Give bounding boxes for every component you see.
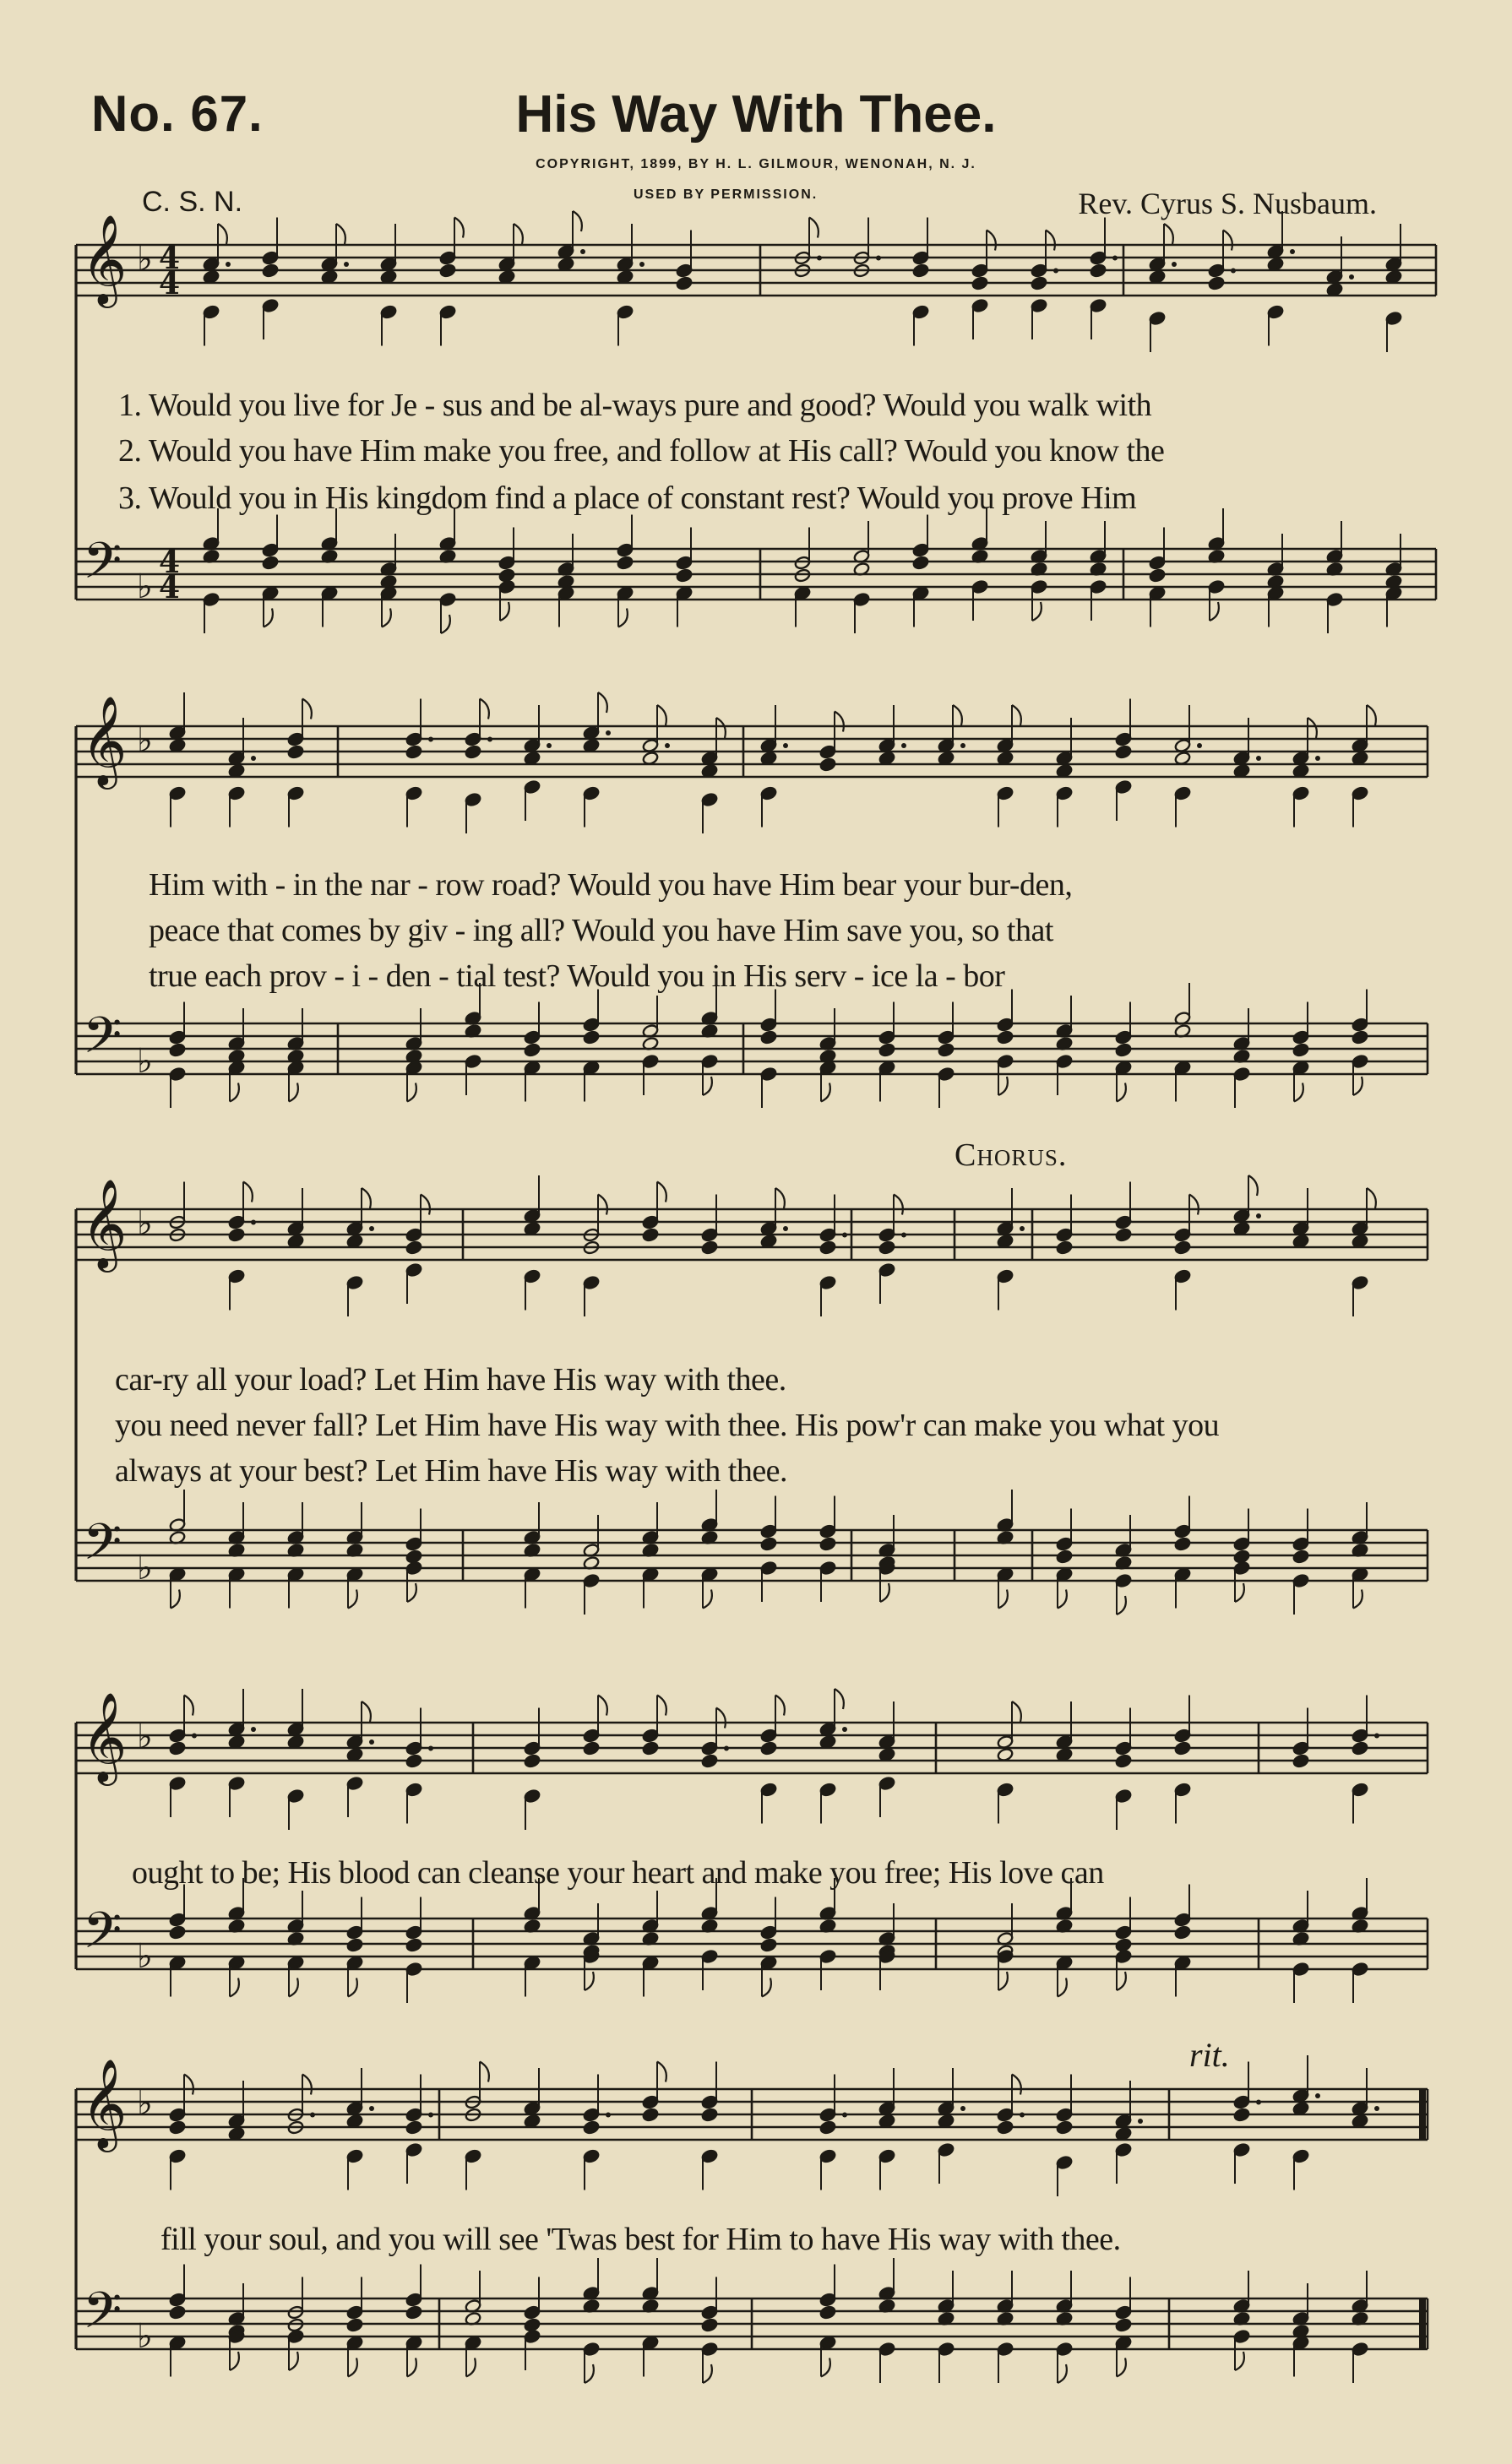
note-head <box>583 2120 600 2135</box>
dot <box>251 1727 256 1732</box>
note-flag <box>1117 1596 1126 1615</box>
note-head <box>1149 568 1166 583</box>
note-head <box>405 1754 422 1768</box>
note-head <box>701 1240 718 1255</box>
note-flag <box>1012 705 1021 725</box>
note-head <box>262 556 279 570</box>
note-flag <box>1308 718 1317 738</box>
dot <box>1172 262 1177 267</box>
note-head <box>1056 2120 1073 2135</box>
dot <box>1256 1213 1261 1218</box>
author-name: Rev. Cyrus S. Nusbaum. <box>1078 187 1377 220</box>
note-flag <box>1294 1083 1303 1102</box>
hymn-number: No. 67. <box>91 85 264 142</box>
note-flag <box>1353 1077 1362 1095</box>
bass-clef-icon: 𝄢 <box>83 1006 122 1077</box>
note-head <box>617 556 634 570</box>
dot <box>817 256 822 261</box>
note-head <box>346 1938 363 1952</box>
dot <box>428 2113 433 2118</box>
note-flag <box>1210 602 1219 621</box>
note-flag <box>218 224 227 244</box>
note-head <box>405 2120 422 2135</box>
flat-sign-icon: ♭ <box>137 721 153 760</box>
note-head <box>1174 1741 1191 1756</box>
note-head <box>1115 1754 1132 1768</box>
note-flag <box>821 2358 830 2377</box>
dot <box>842 1727 847 1732</box>
note-flag <box>336 224 345 244</box>
note-flag <box>407 1083 416 1102</box>
note-flag <box>421 1195 430 1215</box>
dot <box>606 2113 611 2118</box>
flat-sign-icon: ♭ <box>137 2084 153 2123</box>
note-flag <box>230 1083 239 1102</box>
dot <box>876 256 881 261</box>
dot <box>842 1233 847 1238</box>
note-flag <box>362 1701 371 1722</box>
note-flag <box>184 1696 193 1716</box>
note-flag <box>821 1083 830 1102</box>
note-head <box>405 1938 422 1952</box>
note-flag <box>657 1182 666 1202</box>
time-sig-top: 4 <box>159 545 181 580</box>
note-flag <box>348 1978 357 1997</box>
note-head <box>760 1938 777 1952</box>
note-flag <box>302 699 312 719</box>
note-head <box>819 757 836 772</box>
dot <box>428 737 433 742</box>
treble-clef-icon: 𝄞 <box>81 1691 128 1782</box>
note-flag <box>657 2062 666 2082</box>
note-flag <box>835 1689 844 1709</box>
note-flag <box>1189 1195 1199 1215</box>
dot <box>487 737 492 742</box>
dot <box>226 262 231 267</box>
note-flag <box>407 2358 416 2377</box>
note-head <box>794 568 811 583</box>
note-head <box>1352 1741 1368 1756</box>
note-flag <box>775 1188 785 1208</box>
note-flag <box>1117 2358 1126 2377</box>
note-head <box>169 2305 186 2320</box>
dot <box>1231 269 1236 274</box>
hymn-title: His Way With Thee. <box>515 85 997 144</box>
note-head <box>1031 276 1047 290</box>
note-flag <box>703 1590 712 1609</box>
note-head <box>1292 1043 1309 1057</box>
note-head <box>228 1228 245 1242</box>
note-flag <box>1058 1590 1067 1609</box>
note-head <box>997 2120 1014 2135</box>
note-head <box>1090 263 1107 278</box>
dot <box>1020 2113 1025 2118</box>
dot <box>901 743 906 748</box>
note-head <box>1174 1925 1191 1940</box>
note-flag <box>657 705 666 725</box>
lyric-line-s1-verse2: 2. Would you have Him make you free, and follow at His call? Would you know the <box>118 433 1165 469</box>
note-flag <box>407 1583 416 1602</box>
note-head <box>583 1030 600 1045</box>
note-head <box>642 1228 659 1242</box>
note-flag <box>762 1978 771 1997</box>
dot <box>1290 249 1295 254</box>
note-head <box>819 1537 836 1551</box>
lyric-line-s3-verse3: always at your best? Let Him have His way with thee. <box>115 1453 788 1489</box>
flat-sign-icon: ♭ <box>137 567 153 606</box>
note-head <box>819 2305 836 2320</box>
note-flag <box>382 609 391 627</box>
note-head <box>997 1030 1014 1045</box>
note-flag <box>514 224 523 244</box>
note-head <box>169 1043 186 1057</box>
note-flag <box>1012 2075 1021 2095</box>
note-flag <box>1058 2364 1067 2383</box>
note-flag <box>1367 705 1376 725</box>
flat-sign-icon: ♭ <box>137 1204 153 1243</box>
dot <box>783 1226 788 1231</box>
dot <box>639 262 645 267</box>
dot <box>1349 274 1354 280</box>
note-head <box>1292 1549 1309 1564</box>
note-head <box>465 745 481 759</box>
note-flag <box>1223 231 1232 251</box>
note-head <box>1115 2318 1132 2332</box>
note-head <box>1174 1240 1191 1255</box>
note-head <box>405 745 422 759</box>
lyric-line-s2-verse3: true each prov - i - den - tial test? Would you in His serv - ice la - bor <box>149 958 1005 994</box>
flat-sign-icon: ♭ <box>137 1042 153 1081</box>
dot <box>1020 1226 1025 1231</box>
flat-sign-icon: ♭ <box>137 1937 153 1976</box>
note-flag <box>480 2062 489 2082</box>
dot <box>1256 756 1261 761</box>
note-head <box>760 1030 777 1045</box>
note-flag <box>480 699 489 719</box>
dot <box>369 2106 374 2111</box>
note-head <box>701 2108 718 2122</box>
note-flag <box>1012 1701 1021 1722</box>
treble-clef-icon: 𝄞 <box>81 2058 128 2148</box>
note-flag <box>987 231 996 251</box>
note-flag <box>500 602 509 621</box>
note-flag <box>618 609 628 627</box>
note-head <box>760 1537 777 1551</box>
note-head <box>760 1741 777 1756</box>
dot <box>1315 2093 1320 2098</box>
lyric-line-s2-verse1: Him with - in the nar - row road? Would you have Him bear your bur-den, <box>149 867 1073 903</box>
note-head <box>262 263 279 278</box>
permission-notice: USED BY PERMISSION. <box>634 187 819 202</box>
dot <box>1256 2100 1261 2105</box>
note-flag <box>953 705 962 725</box>
note-head <box>1233 2108 1250 2122</box>
note-head <box>676 276 693 290</box>
note-flag <box>657 1696 666 1716</box>
flat-sign-icon: ♭ <box>137 240 153 279</box>
treble-clef-icon: 𝄞 <box>81 695 128 785</box>
note-head <box>1056 1240 1073 1255</box>
dot <box>1374 2106 1379 2111</box>
note-head <box>912 556 929 570</box>
final-barline <box>1419 2298 1426 2349</box>
dot <box>192 1734 197 1739</box>
note-flag <box>302 2075 312 2095</box>
dot <box>960 743 965 748</box>
note-flag <box>775 1696 785 1716</box>
note-flag <box>809 218 819 238</box>
note-flag <box>573 211 582 231</box>
time-sig-top: 4 <box>159 241 181 276</box>
lyric-line-s1-verse3: 3. Would you in His kingdom find a place of constant rest? Would you prove Him <box>118 480 1137 516</box>
note-flag <box>598 1696 607 1716</box>
lyric-line-s5-chorus: fill your soul, and you will see 'Twas best for Him to have His way with thee. <box>160 2222 1121 2257</box>
note-flag <box>1032 602 1042 621</box>
dot <box>369 1226 374 1231</box>
note-flag <box>1117 1972 1126 1990</box>
dot <box>1053 269 1058 274</box>
note-head <box>878 1043 895 1057</box>
note-head <box>169 1925 186 1940</box>
note-head <box>583 1741 600 1756</box>
flat-sign-icon: ♭ <box>137 2317 153 2356</box>
note-flag <box>998 1077 1008 1095</box>
dot <box>580 249 585 254</box>
note-flag <box>703 2364 712 2383</box>
lyric-line-s2-verse2: peace that comes by giv - ing all? Would you have Him save you, so that <box>149 913 1053 948</box>
dot <box>251 1220 256 1225</box>
note-head <box>701 1754 718 1768</box>
note-flag <box>289 2352 298 2370</box>
note-flag <box>348 1590 357 1609</box>
dot <box>1138 2119 1143 2124</box>
lyric-line-s3-verse2: you need never fall? Let Him have His way with thee. His pow'r can make you what you <box>115 1408 1220 1443</box>
note-head <box>1292 1754 1309 1768</box>
note-head <box>169 2120 186 2135</box>
note-flag <box>171 1590 180 1609</box>
note-flag <box>703 1077 712 1095</box>
note-flag <box>1164 224 1173 244</box>
note-flag <box>716 718 726 738</box>
note-flag <box>894 1195 903 1215</box>
note-head <box>1115 745 1132 759</box>
dot <box>547 743 552 748</box>
note-flag <box>289 1083 298 1102</box>
note-head <box>1208 276 1225 290</box>
note-flag <box>243 1182 253 1202</box>
dot <box>1112 256 1118 261</box>
dot <box>251 756 256 761</box>
note-flag <box>998 1972 1008 1990</box>
note-head <box>642 2108 659 2122</box>
dot <box>842 2113 847 2118</box>
dot <box>344 262 349 267</box>
bass-clef-icon: 𝄢 <box>83 531 122 602</box>
bass-clef-icon: 𝄢 <box>83 2281 122 2352</box>
note-head <box>524 1043 541 1057</box>
note-head <box>819 2120 836 2135</box>
time-sig-bottom: 4 <box>159 570 181 605</box>
note-flag <box>454 218 464 238</box>
note-head <box>346 2318 363 2332</box>
copyright-notice: COPYRIGHT, 1899, BY H. L. GILMOUR, WENONAH, N. J. <box>536 157 976 171</box>
chorus-label: Chorus. <box>955 1137 1068 1173</box>
note-head <box>642 1741 659 1756</box>
dot <box>665 743 670 748</box>
note-flag <box>880 1583 889 1602</box>
note-flag <box>1235 2352 1244 2370</box>
dot <box>369 1739 374 1745</box>
note-flag <box>230 1978 239 1997</box>
note-head <box>819 1240 836 1255</box>
note-flag <box>598 692 607 713</box>
time-sig-bottom: 4 <box>159 266 181 301</box>
dot <box>1315 756 1320 761</box>
bass-clef-icon: 𝄢 <box>83 1512 122 1583</box>
dot <box>428 1746 433 1751</box>
flat-sign-icon: ♭ <box>137 1718 153 1756</box>
note-flag <box>835 712 844 732</box>
note-flag <box>289 1978 298 1997</box>
note-flag <box>585 1972 594 1990</box>
ritardando-mark: rit. <box>1189 2036 1230 2074</box>
note-head <box>1056 1549 1073 1564</box>
final-barline <box>1419 2089 1426 2140</box>
note-flag <box>1353 1590 1362 1609</box>
lyric-line-s4-chorus: ought to be; His blood can cleanse your heart and make you free; His love can <box>132 1855 1104 1891</box>
note-flag <box>1046 231 1055 251</box>
dot <box>960 2106 965 2111</box>
note-head <box>1115 1043 1132 1057</box>
note-flag <box>998 1590 1008 1609</box>
note-head <box>676 568 693 583</box>
note-flag <box>230 2352 239 2370</box>
note-flag <box>1235 1583 1244 1602</box>
note-flag <box>264 609 273 627</box>
dot <box>310 2113 315 2118</box>
note-head <box>439 263 456 278</box>
note-flag <box>348 2358 357 2377</box>
note-head <box>1115 1228 1132 1242</box>
note-flag <box>466 2358 476 2377</box>
dot <box>783 743 788 748</box>
note-flag <box>585 2364 594 2383</box>
note-head <box>524 1754 541 1768</box>
note-flag <box>1058 1978 1067 1997</box>
dot <box>724 1746 729 1751</box>
note-head <box>1352 1030 1368 1045</box>
lyric-line-s3-verse1: car-ry all your load? Let Him have His way with thee. <box>115 1362 786 1398</box>
dot <box>1197 743 1202 748</box>
dot <box>606 730 611 735</box>
note-head <box>971 276 988 290</box>
composer-initials: C. S. N. <box>142 186 243 218</box>
dot <box>901 1233 906 1238</box>
note-head <box>912 263 929 278</box>
note-flag <box>716 1708 726 1729</box>
note-flag <box>1248 1175 1258 1196</box>
treble-clef-icon: 𝄞 <box>81 214 128 304</box>
treble-clef-icon: 𝄞 <box>81 1178 128 1268</box>
note-flag <box>1367 1188 1376 1208</box>
note-flag <box>598 1195 607 1215</box>
note-head <box>878 1240 895 1255</box>
flat-sign-icon: ♭ <box>137 1549 153 1587</box>
note-flag <box>441 615 450 633</box>
note-head <box>1174 1537 1191 1551</box>
note-head <box>701 2318 718 2332</box>
note-flag <box>1117 1083 1126 1102</box>
note-head <box>287 745 304 759</box>
note-head <box>405 1240 422 1255</box>
lyric-line-s1-verse1: 1. Would you live for Je - sus and be al-ways pure and good? Would you walk with <box>118 388 1152 423</box>
note-flag <box>184 2075 193 2095</box>
note-flag <box>362 1188 371 1208</box>
dot <box>1374 1734 1379 1739</box>
note-head <box>938 1043 955 1057</box>
note-head <box>405 2305 422 2320</box>
bass-clef-icon: 𝄢 <box>83 1901 122 1972</box>
note-head <box>169 1741 186 1756</box>
